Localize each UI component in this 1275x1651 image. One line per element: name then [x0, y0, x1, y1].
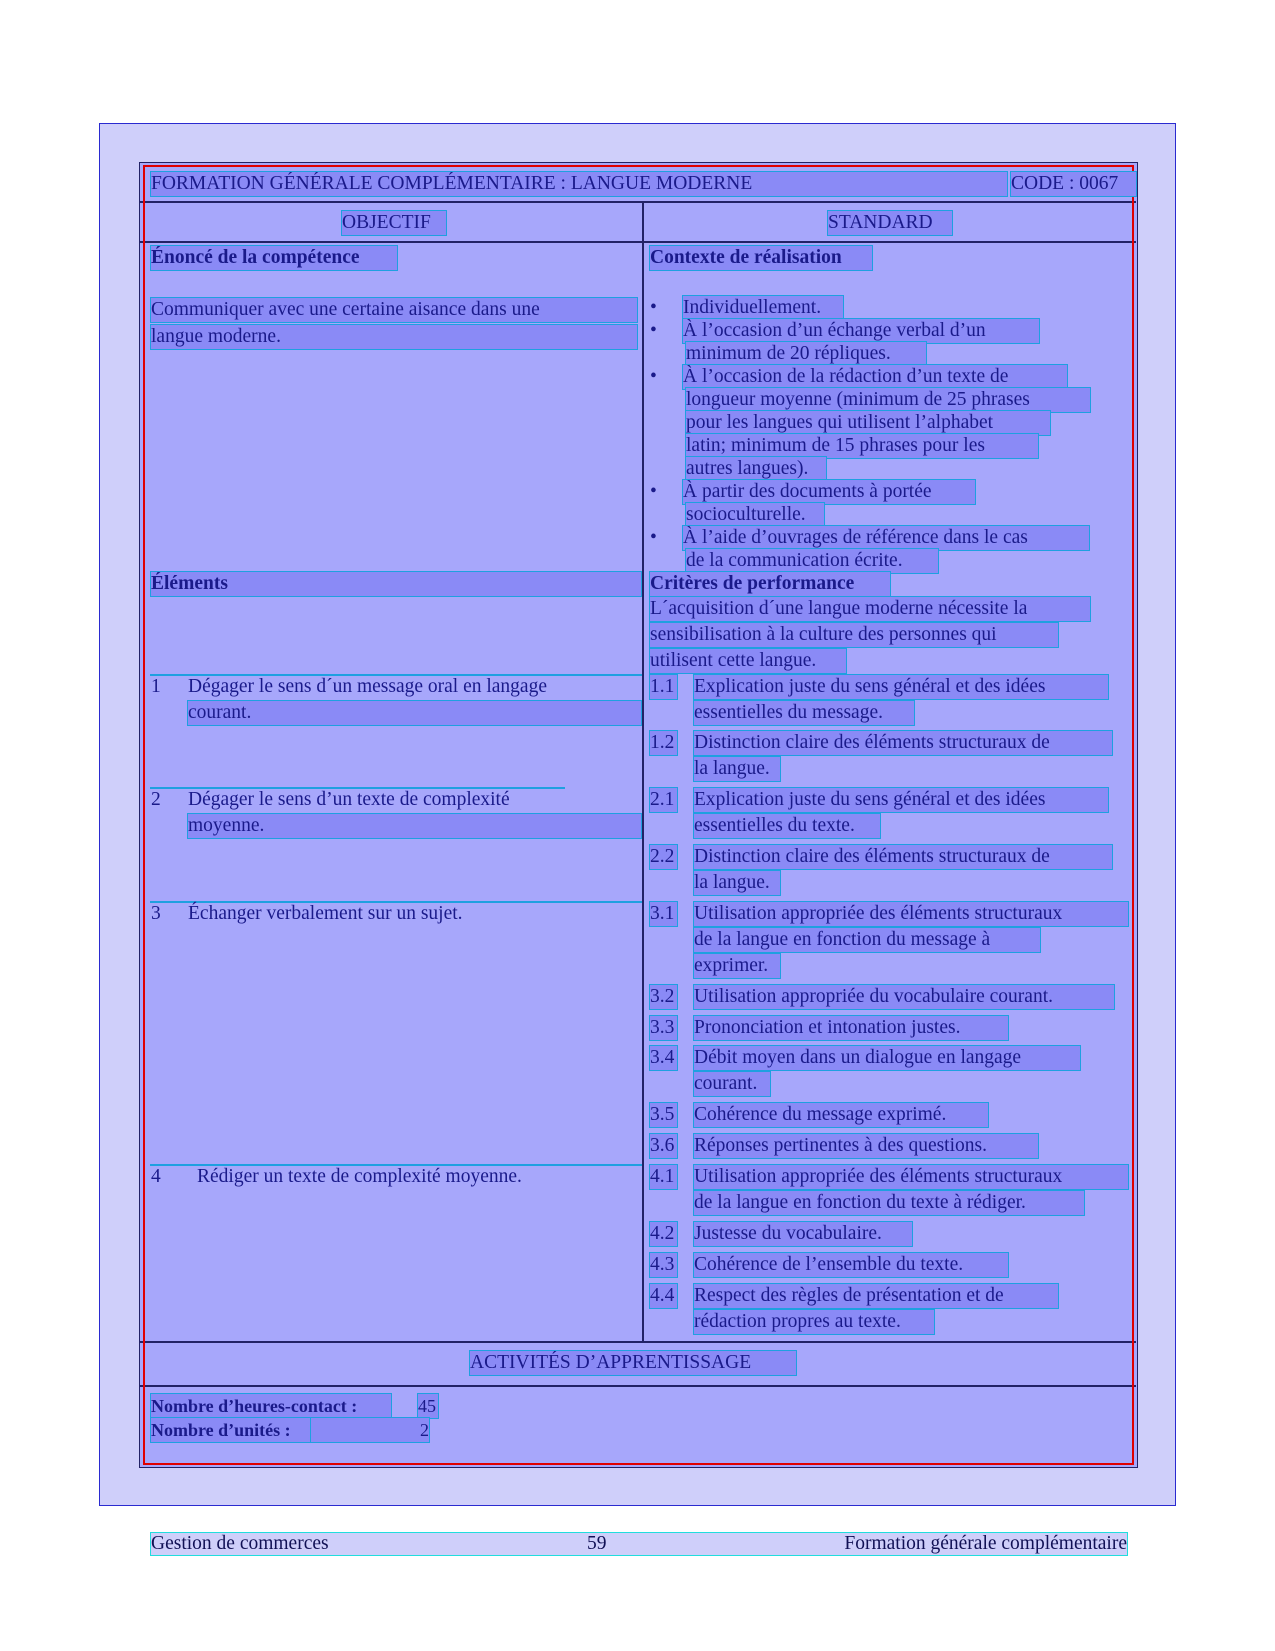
element-number: 3	[151, 903, 161, 924]
criterion-text: rédaction propres au texte.	[694, 1310, 934, 1334]
context-bullet-text: latin; minimum de 15 phrases pour les	[686, 434, 1038, 458]
element-number: 1	[151, 676, 161, 697]
criterion-number: 2.2	[650, 845, 677, 869]
footer-section: Formation générale complémentaire	[844, 1533, 1127, 1554]
columns-divider	[140, 241, 1136, 243]
context-bullet-text: À l’aide d’ouvrages de référence dans le cas	[683, 526, 1089, 550]
context-bullet-text: À partir des documents à portée	[683, 480, 975, 504]
column-header-standard: STANDARD	[828, 211, 952, 235]
criterion-text: essentielles du texte.	[694, 814, 880, 838]
footer-program: Gestion de commerces	[151, 1533, 329, 1554]
context-bullet-text: socioculturelle.	[686, 503, 824, 527]
bullet-icon: •	[650, 297, 657, 318]
criterion-text: Réponses pertinentes à des questions.	[694, 1134, 1038, 1158]
criterion-number: 3.5	[650, 1103, 677, 1127]
activities-bottom-divider	[140, 1385, 1136, 1387]
criterion-text: de la langue en fonction du message à	[694, 928, 1040, 952]
criterion-text: Prononciation et intonation justes.	[694, 1016, 1008, 1040]
activities-top-divider	[140, 1341, 1136, 1343]
column-header-objectif: OBJECTIF	[342, 211, 446, 235]
footer-page-number: 59	[587, 1533, 607, 1554]
competence-heading: Énoncé de la compétence	[151, 246, 397, 270]
criterion-text: la langue.	[694, 871, 780, 895]
contact-hours-value: 45	[418, 1396, 436, 1416]
criterion-text: Explication juste du sens général et des idées	[694, 675, 1108, 699]
criterion-text: Justesse du vocabulaire.	[694, 1222, 912, 1246]
criterion-text: Distinction claire des éléments structuraux de	[694, 731, 1112, 755]
criterion-text: la langue.	[694, 757, 780, 781]
criterion-text: Cohérence du message exprimé.	[694, 1103, 988, 1127]
criterion-number: 4.3	[650, 1253, 677, 1277]
criteria-heading: Critères de performance	[650, 572, 890, 596]
criterion-text: courant.	[694, 1072, 770, 1096]
bullet-icon: •	[650, 366, 657, 387]
criterion-text: Distinction claire des éléments structuraux de	[694, 845, 1112, 869]
bullet-icon: •	[650, 481, 657, 502]
element-text: Échanger verbalement sur un sujet.	[188, 903, 463, 924]
activities-heading: ACTIVITÉS D’APPRENTISSAGE	[470, 1351, 796, 1375]
criterion-number: 4.1	[650, 1165, 677, 1189]
context-bullet-text: autres langues).	[686, 457, 826, 481]
element-text: Rédiger un texte de complexité moyenne.	[197, 1166, 522, 1187]
context-bullet-text: Individuellement.	[683, 296, 843, 320]
criterion-number: 3.3	[650, 1016, 677, 1040]
bullet-icon: •	[650, 320, 657, 341]
criteria-intro-line: sensibilisation à la culture des personnes qui	[650, 623, 1058, 647]
criterion-text: exprimer.	[694, 954, 780, 978]
element-text: moyenne.	[188, 814, 641, 838]
criterion-text: Explication juste du sens général et des idées	[694, 788, 1108, 812]
criterion-number: 3.2	[650, 985, 677, 1009]
criterion-text: essentielles du message.	[694, 701, 914, 725]
course-code: CODE : 0067	[1011, 172, 1136, 196]
criterion-text: Respect des règles de présentation et de	[694, 1284, 1058, 1308]
units-value: 2	[311, 1418, 429, 1442]
criterion-text: de la langue en fonction du texte à rédiger.	[694, 1191, 1084, 1215]
criterion-number: 1.1	[650, 675, 677, 699]
criteria-intro-line: utilisent cette langue.	[650, 649, 846, 673]
column-divider	[642, 201, 644, 1341]
context-bullet-text: pour les langues qui utilisent l’alphabet	[686, 411, 1050, 435]
element-text: Dégager le sens d´un message oral en langage	[188, 676, 547, 697]
criterion-text: Cohérence de l’ensemble du texte.	[694, 1253, 1008, 1277]
contact-hours-label: Nombre d’heures-contact :	[151, 1394, 391, 1418]
criterion-number: 3.1	[650, 902, 677, 926]
units-label: Nombre d’unités :	[151, 1418, 311, 1442]
element-number: 2	[151, 789, 161, 810]
context-heading: Contexte de réalisation	[650, 246, 872, 270]
criterion-text: Utilisation appropriée des éléments structuraux	[694, 1165, 1128, 1189]
context-bullet-text: minimum de 20 répliques.	[686, 342, 926, 366]
criterion-number: 4.4	[650, 1284, 677, 1308]
element-number: 4	[151, 1166, 161, 1187]
element-text: Dégager le sens d’un texte de complexité	[188, 789, 510, 810]
page-footer	[151, 1533, 1127, 1555]
criterion-number: 1.2	[650, 731, 677, 755]
context-bullet-text: À l’occasion de la rédaction d’un texte de	[683, 365, 1067, 389]
context-bullet-text: À l’occasion d’un échange verbal d’un	[683, 319, 1039, 343]
competence-text-line: Communiquer avec une certaine aisance dans une	[151, 298, 637, 322]
criterion-text: Débit moyen dans un dialogue en langage	[694, 1046, 1080, 1070]
form-title: FORMATION GÉNÉRALE COMPLÉMENTAIRE : LANGUE MODERNE	[151, 172, 1007, 196]
context-bullet-text: longueur moyenne (minimum de 25 phrases	[686, 388, 1090, 412]
criterion-text: Utilisation appropriée des éléments structuraux	[694, 902, 1128, 926]
element-text: courant.	[188, 701, 641, 725]
elements-heading: Éléments	[151, 572, 641, 596]
bullet-icon: •	[650, 527, 657, 548]
competence-text-line: langue moderne.	[151, 325, 637, 349]
criterion-number: 2.1	[650, 788, 677, 812]
header-divider	[140, 201, 1136, 203]
criterion-number: 3.6	[650, 1134, 677, 1158]
criterion-number: 3.4	[650, 1046, 677, 1070]
criterion-number: 4.2	[650, 1222, 677, 1246]
criteria-intro-line: L´acquisition d´une langue moderne nécessite la	[650, 597, 1090, 621]
criterion-text: Utilisation appropriée du vocabulaire courant.	[694, 985, 1114, 1009]
context-bullet-text: de la communication écrite.	[686, 549, 938, 573]
